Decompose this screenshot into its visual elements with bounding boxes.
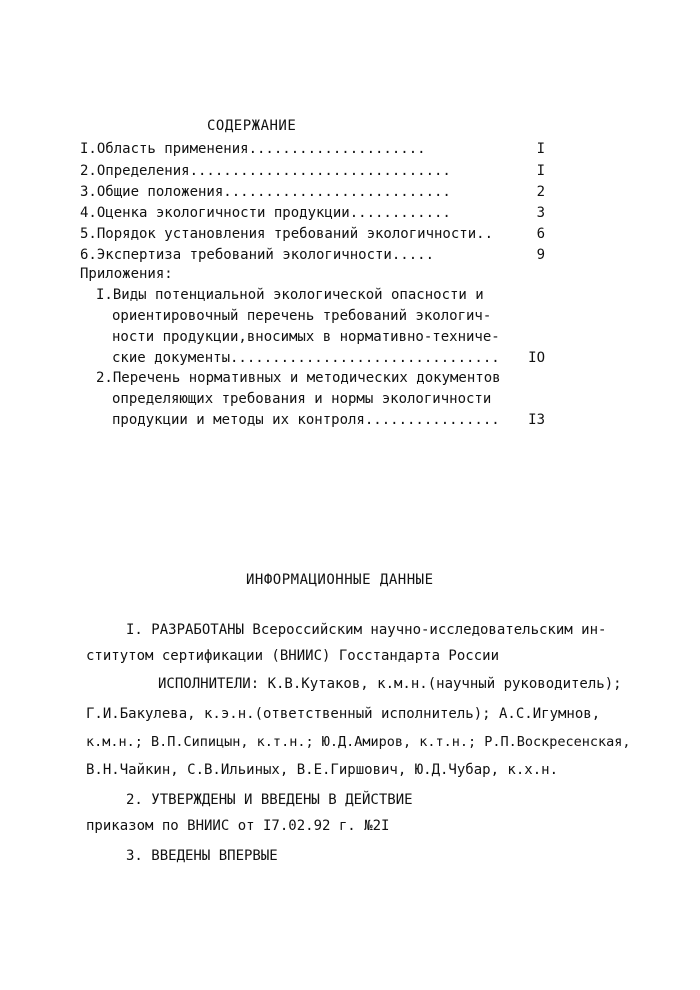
info-line: 3. ВВЕДЕНЫ ВПЕРВЫЕ bbox=[126, 848, 278, 864]
info-line: ИСПОЛНИТЕЛИ: К.В.Кутаков, к.м.н.(научный руководитель); bbox=[158, 676, 622, 692]
appendix-line: продукции и методы их контроля................ bbox=[112, 412, 500, 428]
contents-title: СОДЕРЖАНИЕ bbox=[207, 118, 297, 134]
toc-item-page: 6 bbox=[536, 226, 545, 242]
toc-item-text: 3.Общие положения........................... bbox=[80, 184, 451, 200]
toc-item-page: 3 bbox=[536, 205, 545, 221]
toc-item-text: 4.Оценка экологичности продукции............ bbox=[80, 205, 451, 221]
info-line: Г.И.Бакулева, к.э.н.(ответственный исполнитель); А.С.Игумнов, bbox=[86, 706, 601, 722]
toc-item-page: 2 bbox=[536, 184, 545, 200]
toc-item-page: I bbox=[536, 141, 545, 157]
info-line: В.Н.Чайкин, С.В.Ильиных, В.Е.Гиршович, Ю.Д.Чубар, к.х.н. bbox=[86, 762, 559, 778]
info-line: приказом по ВНИИС от I7.02.92 г. №2I bbox=[86, 818, 390, 834]
appendix-line: 2.Перечень нормативных и методических документов bbox=[96, 370, 501, 386]
toc-item-text: 6.Экспертиза требований экологичности..... bbox=[80, 247, 435, 263]
appendix-line: ские документы................................ bbox=[112, 350, 500, 366]
info-line: I. РАЗРАБОТАНЫ Всероссийским научно-исследовательским ин- bbox=[126, 622, 607, 638]
appendix-line: определяющих требования и нормы экологичности bbox=[112, 391, 492, 407]
appendix-line: ориентировочный перечень требований экологич- bbox=[112, 308, 492, 324]
toc-item-text: 2.Определения............................... bbox=[80, 163, 451, 179]
toc-item-page: 9 bbox=[536, 247, 545, 263]
appendix-line: ности продукции,вносимых в нормативно-техниче- bbox=[112, 329, 500, 345]
info-line: ститутом сертификации (ВНИИС) Госстандарта России bbox=[86, 648, 500, 664]
appendix-page: IO bbox=[528, 350, 545, 366]
toc-item-page: I bbox=[536, 163, 545, 179]
appendix-page: I3 bbox=[528, 412, 545, 428]
toc-item-text: I.Область применения..................... bbox=[80, 141, 426, 157]
info-line: к.м.н.; В.П.Сипицын, к.т.н.; Ю.Д.Амиров, к.т.н.; Р.П.Воскресенская, bbox=[86, 734, 631, 750]
appendix-label: Приложения: bbox=[80, 266, 173, 282]
info-title: ИНФОРМАЦИОННЫЕ ДАННЫЕ bbox=[246, 572, 434, 588]
info-line: 2. УТВЕРЖДЕНЫ И ВВЕДЕНЫ В ДЕЙСТВИЕ bbox=[126, 792, 413, 808]
appendix-line: I.Виды потенциальной экологической опасности и bbox=[96, 287, 484, 303]
toc-item-text: 5.Порядок установления требований экологичности.. bbox=[80, 226, 494, 242]
